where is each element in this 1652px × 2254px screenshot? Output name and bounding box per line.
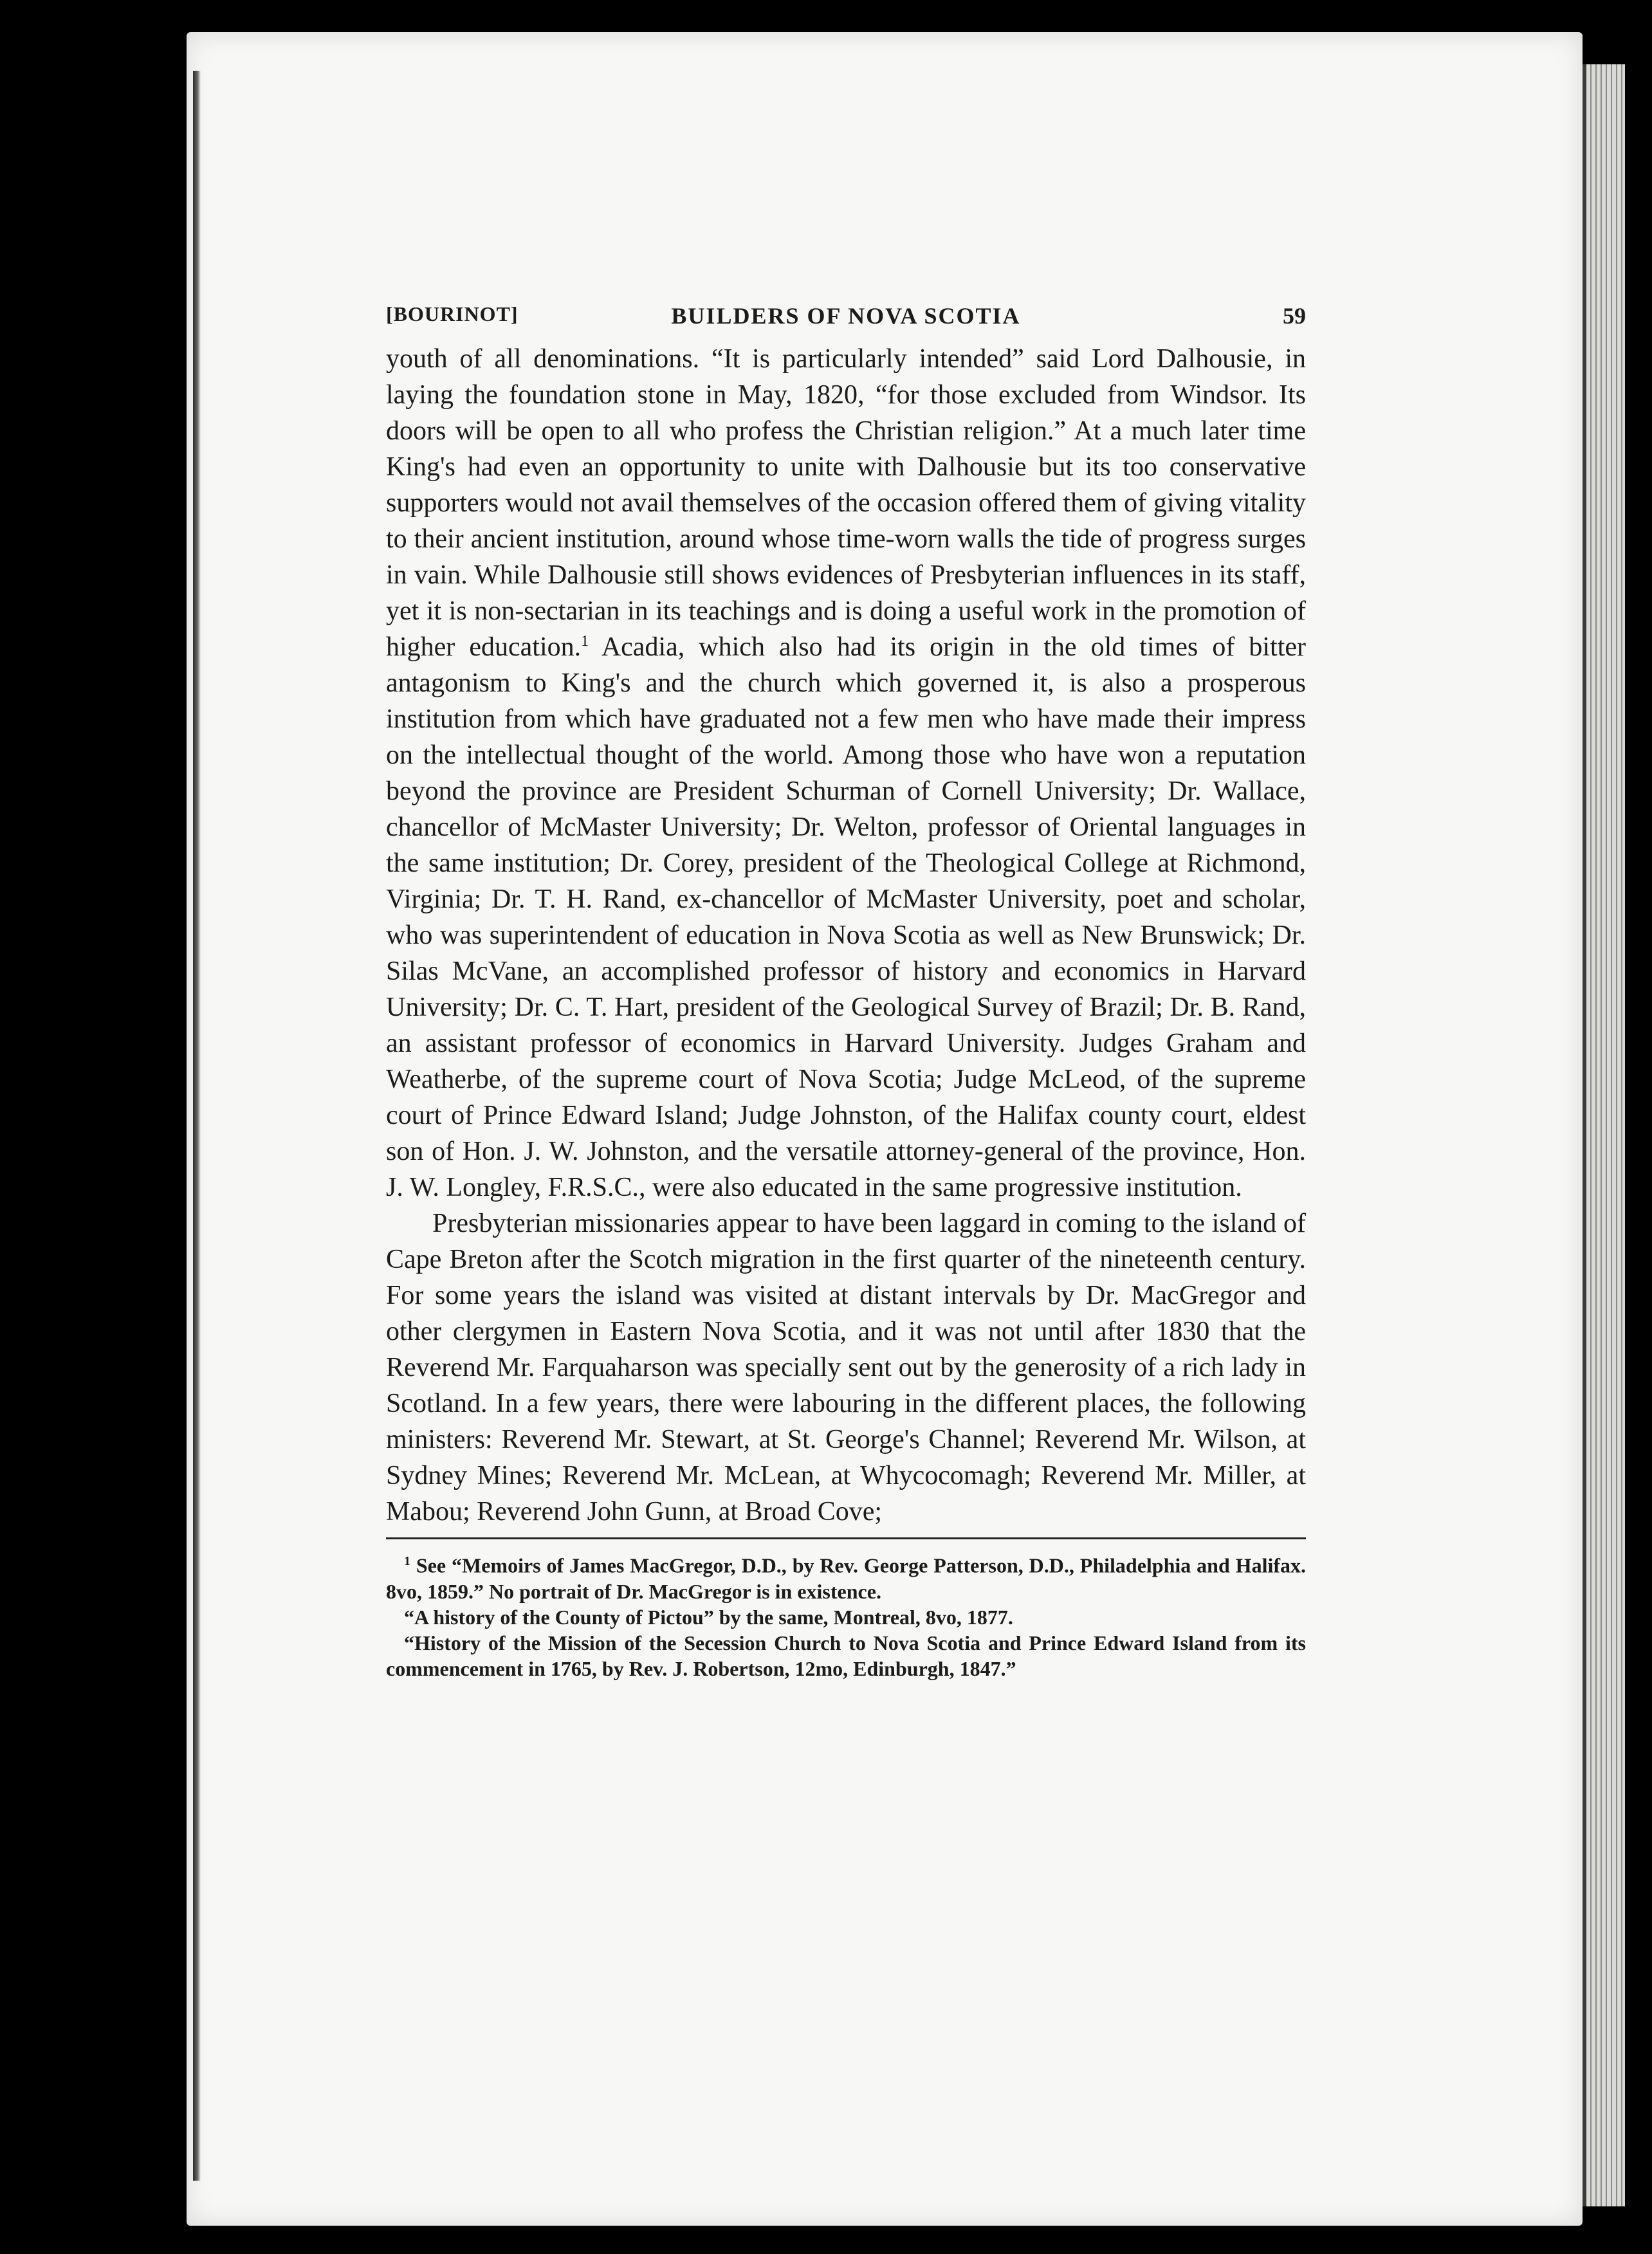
footnote-1 — [386, 1548, 1306, 1604]
body-paragraph-1 — [386, 341, 1306, 1205]
footnote-marker: 1 — [581, 633, 589, 650]
footnote-2: “A history of the County of Pictou” by the same, Montreal, 8vo, 1877. — [404, 1605, 1013, 1629]
page-stack-edge — [1583, 64, 1625, 2206]
footnote-divider — [386, 1537, 1306, 1539]
body-paragraph-1-part-b: Acadia, which also had its origin in the old times of bitter antagonism to King's and the church which governed it, is also a prosperous institution from which have graduated not a few men who have made their impress on the intellectual thought of the world. Among those who have won a reputation beyond the province are President Schurman of Cornell University; Dr. Wallace, chancellor of McMaster University; Dr. Welton, professor of Oriental languages in the same institution; Dr. Corey, president of the Theological College at Richmond, Virginia; Dr. T. H. Rand, ex-chancellor of McMaster University, poet and scholar, who was superintendent of education in Nova Scotia as well as New Brunswick; Dr. Silas McVane, an accomplished professor of history and economics in Harvard University; Dr. C. T. Hart, president of the Geological Survey of Brazil; Dr. B. Rand, an assistant professor of economics in Harvard University. Judges Graham and Weatherbe, of the supreme court of Nova Scotia; Judge McLeod, of the supreme court of Prince Edward Island; Judge Johnston, of the Halifax county court, eldest son of Hon. J. W. Johnston, and the versatile attorney-general of the province, Hon. J. W. Longley, F.R.S.C., were also educated in the same progressive institution. — [386, 632, 1306, 1202]
page-text-block — [386, 302, 1306, 1681]
footnote-3: “History of the Mission of the Secession Church to Nova Scotia and Prince Edward Island from its commencement in 1765, by Rev. J. Robertson, 12mo, Edinburgh, 1847.” — [386, 1631, 1306, 1680]
body-paragraph-1-part-a: youth of all denominations. “It is particularly intended” said Lord Dalhousie, in laying the foundation stone in May, 1820, “for those excluded from Windsor. Its doors will be open to all who profess the Christian religion.” At a much later time King's had even an opportunity to unite with Dalhousie but its too conservative supporters would not avail themselves of the occasion offered them of giving vitality to their ancient institution, around whose time-worn walls the tide of progress surges in vain. While Dalhousie still shows evidences of Presbyterian influences in its staff, yet it is non-sectarian in its teachings and is doing a useful work in the promotion of higher education. — [386, 344, 1306, 662]
running-head-title: BUILDERS OF NOVA SCOTIA — [671, 303, 1021, 329]
running-head-author: [BOURINOT] — [386, 302, 519, 325]
body-paragraph-2: Presbyterian missionaries appear to have been laggard in coming to the island of Cape Breton after the Scotch migration in the first quarter of the nineteenth century. For some years the island was visited at distant intervals by Dr. MacGregor and other clergymen in Eastern Nova Scotia, and it was not until after 1830 that the Reverend Mr. Farquaharson was specially sent out by the generosity of a rich lady in Scotland. In a few years, there were labouring in the different places, the following ministers: Reverend Mr. Stewart, at St. George's Channel; Reverend Mr. Wilson, at Sydney Mines; Reverend Mr. McLean, at Whycocomagh; Reverend Mr. Miller, at Mabou; Reverend John Gunn, at Broad Cove; — [386, 1209, 1306, 1526]
running-head — [386, 302, 1306, 341]
footnote-1-marker: 1 — [404, 1554, 410, 1568]
footnotes — [386, 1548, 1306, 1681]
page-number: 59 — [1283, 303, 1306, 329]
page-left-edge-shadow — [193, 71, 201, 2181]
footnote-1-text: See “Memoirs of James MacGregor, D.D., by Rev. George Patterson, D.D., Philadelphia and Halifax. 8vo, 1859.” No portrait of Dr. MacGregor is in existence. — [386, 1553, 1307, 1603]
